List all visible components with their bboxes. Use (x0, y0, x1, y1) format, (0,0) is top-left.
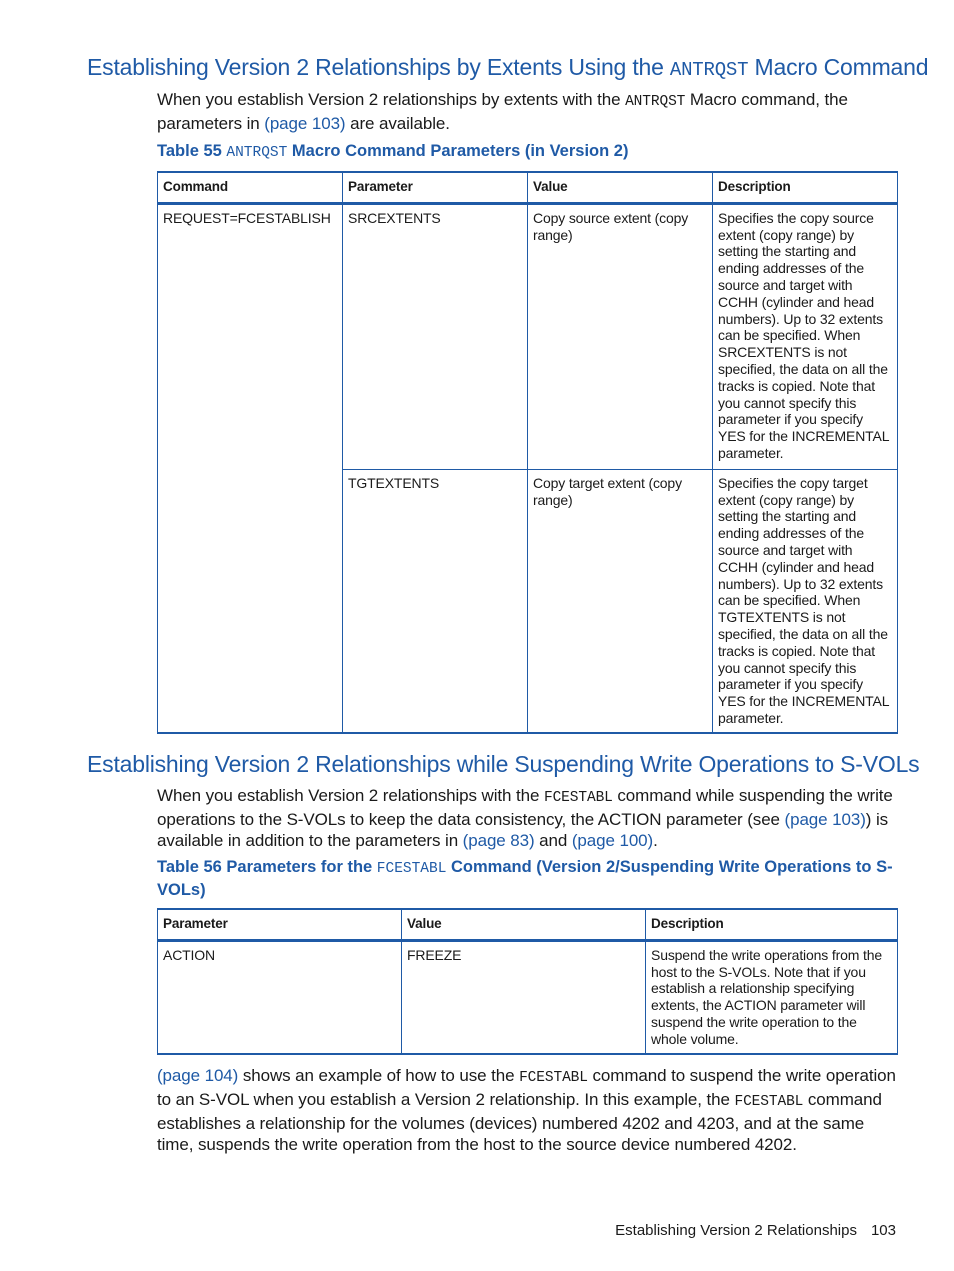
cell-parameter: TGTEXTENTS (343, 469, 528, 732)
para-text: command while suspending the write operations to the S-VOLs to keep the data consistency, the ACTION parameter (see (157, 786, 893, 829)
inline-code: FCESTABL (543, 790, 613, 806)
section-heading-suspend: Establishing Version 2 Relationships while Suspending Write Operations to S-VOLs (87, 751, 920, 777)
page-link[interactable]: (page 104) (157, 1066, 239, 1085)
para-text: Macro command, the parameters in (157, 90, 848, 133)
section-heading-extents (87, 54, 928, 81)
heading-text: Establishing Version 2 Relationships by Extents Using the (87, 54, 670, 80)
table-56-caption (157, 857, 897, 901)
para-text: shows an example of how to use the (238, 1066, 520, 1085)
table-55-caption (157, 141, 897, 164)
cell-description: Suspend the write operations from the host to the S-VOLs. Note that if you establish a relationship specifying extents, the ACTION parameter will suspend the write operation to the whole volume. (646, 940, 898, 1053)
example-paragraph (157, 1065, 897, 1155)
cell-command: REQUEST=FCESTABLISH (158, 203, 343, 732)
table-55 (157, 171, 898, 734)
para-text: command establishes a relationship for the volumes (devices) numbered 4202 and 4203, and at the same time, suspends the write operation from the host to the source device numbered 4202. (157, 1090, 882, 1154)
header-parameter: Parameter (343, 172, 528, 203)
page-link[interactable]: (page 103) (264, 114, 346, 133)
para-text: When you establish Version 2 relationships with the (157, 786, 544, 805)
para-text: and (534, 831, 572, 850)
inline-code: FCESTABL (734, 1094, 804, 1110)
cell-parameter: SRCEXTENTS (343, 203, 528, 469)
inline-code: FCESTABL (519, 1070, 588, 1086)
intro-paragraph-suspend (157, 785, 897, 851)
footer-title: Establishing Version 2 Relationships (615, 1222, 857, 1239)
intro-paragraph-extents (157, 89, 897, 134)
header-command: Command (158, 172, 343, 203)
header-value: Value (528, 172, 713, 203)
cell-description: Specifies the copy target extent (copy range) by setting the starting and ending addresses of the source and target with CCHH (cylinder and head numbers). Up to 32 extents can be specified. When TGTEXTENTS is not specified, the data on all the tracks is copied. Note that you cannot specify this parameter if you specify YES for the INCREMENTAL parameter. (713, 469, 898, 732)
header-value: Value (402, 909, 646, 940)
header-parameter: Parameter (158, 909, 402, 940)
page-link[interactable]: (page 83) (462, 831, 535, 850)
page-link[interactable]: (page 103) (784, 810, 866, 829)
header-description: Description (646, 909, 898, 940)
cell-description: Specifies the copy source extent (copy range) by setting the starting and ending addresses of the source and target with CCHH (cylinder and head numbers). Up to 32 extents can be specified. When SRCEXTENTS is not specified, the data on all the tracks is copied. Note that you cannot specify this parameter if you specify YES for the INCREMENTAL parameter. (713, 203, 898, 469)
para-text: are available. (345, 114, 450, 133)
caption-text: Table 56 Parameters for the (157, 858, 377, 876)
caption-text: Table 55 (157, 142, 227, 160)
page-link[interactable]: (page 100) (571, 831, 654, 850)
para-text: command to suspend the write operation to an S-VOL when you establish a Version 2 relationship. In this example, the (157, 1066, 896, 1109)
heading-code: ANTRQST (669, 59, 749, 81)
para-text: . (653, 831, 658, 850)
page-number: 103 (870, 1222, 896, 1239)
table-row (158, 940, 898, 1053)
caption-code: ANTRQST (226, 145, 288, 161)
caption-code: FCESTABL (376, 861, 447, 877)
para-text: When you establish Version 2 relationships by extents with the (157, 90, 626, 109)
page-footer (615, 1222, 896, 1239)
table-header-row (158, 172, 898, 203)
cell-value: FREEZE (402, 940, 646, 1053)
inline-code: ANTRQST (625, 94, 686, 110)
para-text: ) is available in addition to the parameters in (157, 810, 889, 850)
table-56 (157, 908, 898, 1055)
caption-text: Macro Command Parameters (in Version 2) (287, 142, 629, 160)
header-description: Description (713, 172, 898, 203)
cell-value: Copy target extent (copy range) (528, 469, 713, 732)
table-row (158, 203, 898, 469)
caption-text: Command (Version 2/Suspending Write Operations to S-VOLs) (157, 858, 893, 899)
heading-text: Macro Command (748, 54, 929, 80)
cell-value: Copy source extent (copy range) (528, 203, 713, 469)
cell-parameter: ACTION (158, 940, 402, 1053)
table-header-row (158, 909, 898, 940)
